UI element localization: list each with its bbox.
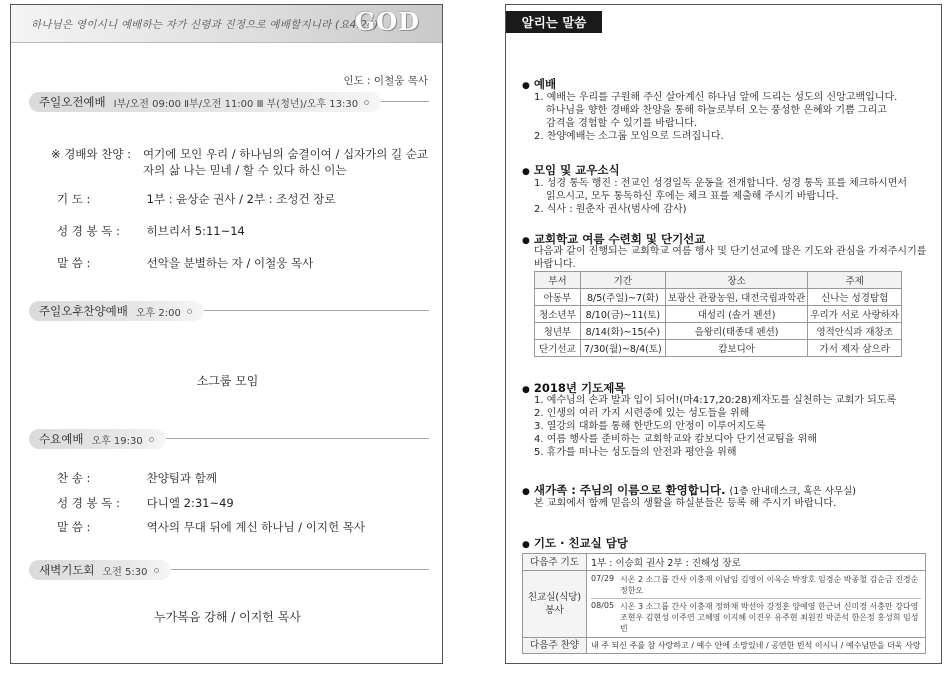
announcements-page [505, 4, 942, 664]
scripture-value: 다니엘 2:31~49 [146, 496, 234, 510]
scripture-row [57, 223, 245, 239]
table-cell: 8/14(화)~15(수) [580, 323, 665, 340]
sermon-value: 역사의 무대 뒤에 계신 하나님 / 이지헌 목사 [146, 520, 365, 534]
service-name: 주일오전예배 [39, 95, 106, 109]
table-cell: 8/10(금)~11(토) [580, 306, 665, 323]
hymn-value: 찬양팀과 함께 [146, 471, 217, 485]
prayer-topic-1: 1. 예수님의 손과 발과 입이 되어!(마4:17,20:28)제자도를 실천하는 교회가 되도록 [534, 395, 897, 406]
fellowship-label: 친교실(식당) 봉사 [523, 571, 587, 638]
heading-text: 교회학교 여름 수련회 및 단기선교 [533, 232, 706, 246]
heading-text: 모임 및 교우소식 [533, 163, 620, 177]
sermon-label: 말 씀 : [57, 520, 91, 534]
table-row [523, 554, 926, 571]
table-row [535, 306, 902, 323]
worship-leader: 인도 : 이철웅 목사 [343, 75, 428, 87]
fellowship-entry [591, 599, 921, 636]
scripture-label: 성 경 봉 독 : [57, 496, 120, 510]
service-pill [29, 429, 166, 449]
service-pill [29, 301, 204, 321]
bullet-icon: ● [522, 81, 530, 91]
table-cell: 7/30(월)~8/4(토) [580, 340, 665, 357]
header-dot [187, 309, 192, 314]
worship-heading [522, 76, 556, 92]
table-cell: 을왕리(태종대 펜션) [665, 323, 808, 340]
fellowship-entry [591, 572, 921, 599]
prayer-topic-2: 2. 인생의 여러 가지 시련중에 있는 성도들을 위해 [534, 408, 750, 419]
sunday-afternoon-header [29, 301, 429, 321]
announcements-title: 알리는 말씀 [506, 11, 602, 33]
wed-scripture-row [57, 495, 234, 511]
worship-line-1: 1. 예배는 우리를 구원해 주신 살아계신 하나님 앞에 드리는 성도의 신앙고백입니다. [534, 92, 898, 103]
service-pill [29, 560, 171, 580]
god-logo: GOD [354, 7, 420, 36]
meetings-line-1: 1. 성경 통독 행진 : 전교인 성경일독 운동을 전개합니다. 성경 통독 표를 체크하시면서 [534, 178, 908, 189]
table-cell: 신나는 성경탐험 [808, 289, 902, 306]
table-cell: 청소년부 [535, 306, 581, 323]
sermon-label: 말 씀 : [57, 256, 91, 270]
worship-line-4: 2. 찬양예배는 소그룹 모임으로 드려집니다. [534, 131, 724, 142]
service-time: Ⅰ부/오전 09:00 Ⅱ부/오전 11:00 Ⅲ 부(청년)/오후 13:30 [113, 98, 359, 110]
prayer-label: 기 도 : [57, 192, 91, 206]
service-name: 주일오후찬양예배 [39, 304, 128, 318]
table-row [535, 289, 902, 306]
header-dot [149, 437, 154, 442]
sermon-value: 선악을 분별하는 자 / 이철웅 목사 [146, 256, 314, 270]
heading-text: 2018년 기도제목 [533, 381, 626, 395]
next-hymn-value: 내 주 되신 주를 참 사랑하고 / 예수 안에 소망있네 / 공연한 빈석 이시니 / 예수님만을 더욱 사랑 [587, 638, 926, 654]
table-header-row [535, 272, 902, 289]
service-time: 오전 5:30 [102, 566, 148, 578]
table-cell: 우리가 서로 사랑하자 [808, 306, 902, 323]
table-cell: 가서 제자 삼으라 [808, 340, 902, 357]
prayer-value: 1부 : 윤상순 권사 / 2부 : 조성건 장로 [146, 192, 336, 206]
service-pill [29, 92, 381, 112]
next-prayer-value: 1부 : 이승희 권사 2부 : 진해성 장로 [587, 554, 926, 571]
table-cell: 대성리 (솔거 펜션) [665, 306, 808, 323]
worship-line-2: 하나님을 향한 경배와 찬양을 통해 하늘로부터 오는 풍성한 은혜와 기쁨 그리고 [546, 105, 887, 116]
heading-text: 새가족 : 주님의 이름으로 환영합니다. [533, 483, 726, 497]
hymn-row [57, 470, 217, 486]
service-name: 새벽기도회 [39, 563, 95, 577]
prayer-row [57, 191, 335, 207]
table-header: 기간 [580, 272, 665, 289]
table-row [535, 323, 902, 340]
fellowship-names: 시온 3 소그룹 간사 이충재 정하채 박선아 강정훈 양예영 한근녀 신미경 서충만 강다영 조현우 김현성 이주연 고혜영 이지혜 이진우 유주현 최원진 박준석 한은정 홍성희 임성빈 [620, 602, 919, 633]
banner-verse: 하나님은 영이시니 예배하는 자가 신령과 진정으로 예배할지니라 (요4:24) [31, 19, 379, 31]
table-cell: 보광산 관광농원, 대전국립과학관 [665, 289, 808, 306]
service-time: 오후 2:00 [135, 307, 181, 319]
praise-songs: 여기에 모인 우리 / 하나님의 숨결이여 / 십자가의 길 순교자의 삶 나는 믿네 / 할 수 있다 하신 이는 [143, 147, 429, 177]
top-banner [11, 5, 442, 43]
table-header: 주제 [808, 272, 902, 289]
table-row [523, 638, 926, 654]
table-cell: 캄보디아 [665, 340, 808, 357]
table-header: 장소 [665, 272, 808, 289]
wed-sermon-row [57, 519, 365, 535]
service-time: 오후 19:30 [91, 435, 143, 447]
hymn-label: 찬 송 : [57, 471, 91, 485]
next-hymn-label: 다음주 찬양 [523, 638, 587, 654]
meetings-line-2: 읽으시고, 모두 통독하신 후에는 체크 표를 제출해 주시기 바랍니다. [546, 191, 839, 202]
prayer-topic-3: 3. 열강의 대화를 통해 한반도의 안정이 이루어지도록 [534, 421, 766, 432]
newcomers-line: 본 교회에서 함께 믿음의 생활을 하실분들은 등록 해 주시기 바랍니다. [534, 498, 837, 509]
prayer-topic-5: 5. 휴가를 떠나는 성도들의 안전과 평안을 위해 [534, 447, 737, 458]
newcomers-heading [522, 482, 856, 498]
table-row [535, 340, 902, 357]
sermon-row [57, 255, 313, 271]
dawn-content: 누가복음 강해 / 이지헌 목사 [154, 610, 301, 624]
summer-line-2: 바랍니다. [534, 259, 576, 270]
bullet-icon: ● [522, 236, 530, 246]
heading-text: 기도 · 친교실 담당 [533, 536, 629, 550]
newcomers-location: (1층 안내데스크, 혹은 사무실) [729, 486, 856, 497]
fellowship-date: 08/05 [591, 601, 615, 610]
table-header: 부서 [535, 272, 581, 289]
worship-order-page [10, 4, 443, 664]
summer-line-1: 다음과 같이 진행되는 교회학교 여름 행사 및 단기선교에 많은 기도와 관심을 가져주시기를 [534, 246, 927, 257]
next-prayer-label: 다음주 기도 [523, 554, 587, 571]
header-dot [154, 568, 159, 573]
dawn-prayer-header [29, 560, 429, 580]
meetings-line-3: 2. 식사 : 원춘자 권사(범사에 감사) [534, 204, 687, 215]
bullet-icon: ● [522, 385, 530, 395]
bullet-icon: ● [522, 487, 530, 497]
wednesday-header [29, 429, 429, 449]
worship-line-3: 감격을 경험할 수 있기를 바랍니다. [546, 118, 698, 129]
service-name: 수요예배 [39, 432, 84, 446]
table-row [523, 571, 926, 638]
prayer-topic-4: 4. 여름 행사를 준비하는 교회학교와 캄보디아 단기선교팀을 위해 [534, 434, 817, 445]
scripture-value: 히브리서 5:11~14 [146, 224, 245, 238]
praise-label: ※ 경배와 찬양 : [51, 147, 132, 161]
fellowship-cell [587, 571, 926, 638]
table-cell: 청년부 [535, 323, 581, 340]
fellowship-names: 시온 2 소그룹 간사 이충재 이남임 김영이 이옥순 박장호 임경순 박종철 김순금 진경순 정한오 [620, 575, 919, 595]
table-cell: 단기선교 [535, 340, 581, 357]
scripture-label: 성 경 봉 독 : [57, 224, 120, 238]
table-cell: 8/5(주일)~7(화) [580, 289, 665, 306]
summer-schedule-table [534, 271, 902, 357]
duty-table [522, 553, 926, 654]
fellowship-date: 07/29 [591, 574, 615, 583]
header-dot [364, 100, 369, 105]
table-cell: 아동부 [535, 289, 581, 306]
bullet-icon: ● [522, 540, 530, 550]
table-cell: 영적안식과 재창조 [808, 323, 902, 340]
bullet-icon: ● [522, 167, 530, 177]
duty-heading [522, 535, 628, 551]
afternoon-content: 소그룹 모임 [196, 374, 259, 388]
heading-text: 예배 [533, 77, 557, 91]
meetings-heading [522, 162, 620, 178]
sunday-morning-header [29, 92, 429, 112]
